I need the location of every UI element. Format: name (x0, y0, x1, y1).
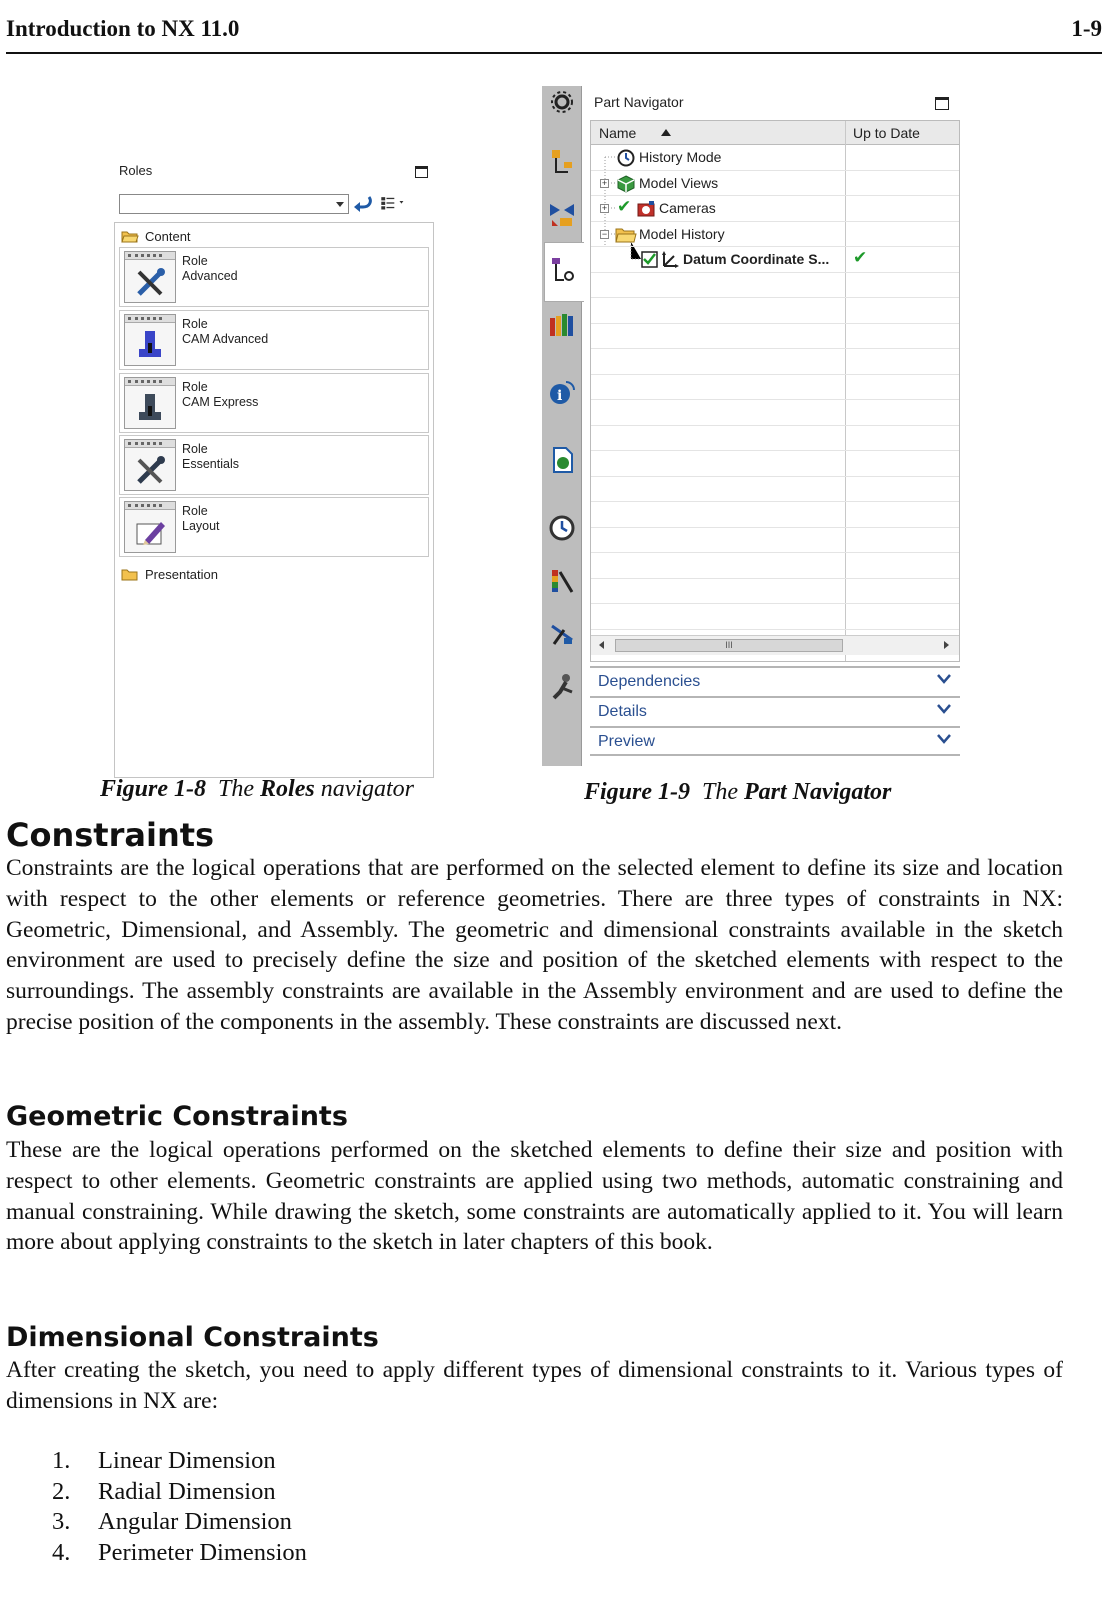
tree-row-label: Datum Coordinate S... (683, 251, 830, 267)
section-preview[interactable] (590, 726, 960, 756)
empty-row (591, 273, 959, 299)
list-number: 1. (52, 1447, 71, 1474)
roles-navigator (114, 158, 436, 778)
chevron-down-icon[interactable] (936, 672, 952, 686)
empty-row (591, 400, 959, 426)
page-header (6, 14, 1102, 54)
manufacturing-wizard-icon[interactable] (548, 620, 576, 648)
tree-row-label: History Mode (639, 149, 722, 165)
tree-row-label: Model History (639, 225, 725, 242)
checkbox-checked-icon[interactable] (641, 251, 658, 268)
maximize-icon[interactable] (415, 166, 428, 178)
machining-icon (135, 392, 167, 424)
empty-row (591, 528, 959, 554)
empty-row (591, 298, 959, 324)
scroll-right-icon[interactable] (944, 641, 949, 649)
list-item (52, 1446, 307, 1477)
list-number: 4. (52, 1538, 71, 1566)
gear-icon[interactable] (548, 88, 576, 116)
role-name: CAM Advanced (182, 332, 269, 346)
section-label: Details (598, 703, 647, 720)
caption-word: The (702, 779, 739, 805)
folder-icon (121, 567, 139, 581)
role-card-layout[interactable] (119, 497, 429, 557)
caption-word: navigator (320, 776, 415, 802)
list-item (52, 1477, 307, 1508)
assembly-navigator-icon[interactable] (548, 148, 576, 176)
dimension-types-list (52, 1446, 307, 1568)
column-header (591, 121, 959, 145)
role-label: Role (182, 442, 208, 456)
figure-1-8-caption (100, 776, 414, 803)
roles-tab-icon[interactable] (548, 672, 576, 700)
role-label: Role (182, 504, 208, 518)
part-navigator-title: Part Navigator (594, 94, 684, 110)
empty-row (591, 477, 959, 503)
presentation-folder-label: Presentation (145, 566, 218, 582)
empty-row (591, 324, 959, 350)
role-card-cam-advanced[interactable] (119, 310, 429, 370)
empty-row (591, 426, 959, 452)
part-navigator-tree (590, 120, 960, 662)
part-navigator-icon[interactable] (548, 256, 576, 284)
caption-emphasis: Roles (260, 776, 315, 802)
list-label: Angular Dimension (98, 1508, 292, 1536)
empty-row (591, 553, 959, 579)
tools-icon (135, 454, 167, 486)
collapse-toggle[interactable]: − (601, 228, 608, 239)
machining-icon (135, 329, 167, 361)
geometric-paragraph: These are the logical operations performed on the sketched elements to define their size and position with respect to other elements. Geometric constraints are applied using two methods, automatic constraining and manual constraining. While drawing the sketch, some constraints are automatically applied to it. You will learn more about applying constraints to the sketch in later chapters of this book. (6, 1137, 1063, 1256)
list-label: Perimeter Dimension (98, 1538, 307, 1566)
part-navigator (542, 86, 962, 766)
roles-title: Roles (119, 163, 153, 178)
horizontal-scrollbar[interactable] (591, 635, 959, 655)
clock-icon (617, 149, 635, 167)
role-card-advanced[interactable] (119, 247, 429, 307)
tree-row-label: Model Views (639, 174, 719, 191)
role-name: Essentials (182, 457, 239, 471)
role-thumbnail (124, 501, 176, 553)
back-arrow-icon[interactable] (350, 192, 376, 214)
content-folder-label: Content (145, 228, 191, 244)
maximize-icon[interactable] (935, 97, 949, 110)
figure-number: Figure 1-9 (584, 779, 691, 805)
empty-row (591, 375, 959, 401)
views-cube-icon (617, 175, 635, 193)
role-name: CAM Express (182, 395, 259, 409)
expand-toggle[interactable]: + (601, 203, 608, 213)
camera-icon (637, 200, 657, 218)
list-view-icon[interactable] (380, 192, 406, 214)
section-heading-geometric: Geometric Constraints (6, 1101, 348, 1132)
role-label: Role (182, 254, 208, 268)
tree-row-label: Cameras (659, 200, 716, 216)
empty-row (591, 579, 959, 605)
figure-1-9-caption (584, 779, 891, 806)
empty-row (591, 604, 959, 630)
presentation-folder[interactable] (121, 565, 218, 583)
tree-row-cameras[interactable] (591, 196, 959, 222)
constraints-paragraph: Constraints are the logical operations that are performed on the selected element to define its size and location with respect to the other elements or reference geometries. There are three types of constraints in NX: Geometric, Dimensional, and Assembly. The geometric and dimensional constraints available in the sketch environment are used to precisely define the size and position of the sketched elements with respect to the surroundings. The assembly constraints are available in the Assembly environment and are used to define the precise position of the components in the assembly. These constraints are discussed next. (6, 855, 1063, 1035)
history-clock-icon[interactable] (548, 514, 576, 542)
process-studio-icon[interactable] (548, 566, 576, 594)
resource-bar (542, 86, 582, 766)
list-number: 2. (52, 1477, 71, 1505)
tree-row-datum-csys[interactable] (591, 247, 959, 273)
tree-row-model-views[interactable] (591, 171, 959, 197)
column-name[interactable]: Name (599, 125, 637, 141)
role-label: Role (182, 380, 208, 394)
roles-dropdown[interactable] (119, 194, 349, 214)
role-name: Layout (182, 519, 220, 533)
section-details[interactable] (590, 696, 960, 726)
role-card-cam-express[interactable] (119, 373, 429, 433)
column-up-to-date[interactable]: Up to Date (853, 125, 920, 141)
empty-row (591, 349, 959, 375)
up-to-date-check-icon: ✔ (853, 248, 868, 267)
running-title: Introduction to NX 11.0 (6, 16, 240, 41)
list-item (52, 1507, 307, 1538)
content-folder[interactable] (121, 227, 191, 245)
role-card-essentials[interactable] (119, 435, 429, 495)
section-heading-dimensional: Dimensional Constraints (6, 1322, 379, 1353)
web-browser-icon[interactable] (548, 446, 576, 474)
role-thumbnail (124, 377, 176, 429)
folder-icon (615, 226, 637, 244)
chevron-down-icon[interactable] (936, 702, 952, 716)
figure-number: Figure 1-8 (100, 776, 207, 802)
list-number: 3. (52, 1508, 71, 1536)
section-label: Preview (598, 733, 655, 750)
section-dependencies[interactable] (590, 666, 960, 696)
list-label: Radial Dimension (98, 1477, 276, 1505)
scrollbar-thumb[interactable]: III (615, 639, 843, 652)
datum-csys-icon (660, 250, 680, 269)
list-label: Linear Dimension (98, 1447, 276, 1474)
role-thumbnail (124, 251, 176, 303)
caption-word: The (218, 776, 255, 802)
chevron-down-icon[interactable] (936, 732, 952, 746)
caption-emphasis: Part Navigator (744, 779, 892, 805)
role-label: Role (182, 317, 208, 331)
section-label: Dependencies (598, 673, 701, 690)
reuse-library-icon[interactable] (548, 310, 576, 338)
list-item (52, 1538, 307, 1569)
role-name: Advanced (182, 269, 238, 283)
empty-row (591, 502, 959, 528)
page-number: 1-9 (1071, 16, 1102, 41)
svg-text:i: i (557, 388, 563, 404)
pencil-icon (135, 516, 167, 548)
checkmark-icon: ✔ (617, 197, 632, 216)
tools-icon (135, 266, 167, 298)
roles-panel (114, 222, 434, 778)
info-icon[interactable] (548, 378, 576, 406)
dimensional-paragraph: After creating the sketch, you need to apply different types of dimensional constraints to it. Various types of dimensions in NX are: (6, 1357, 1063, 1414)
expand-toggle[interactable]: + (601, 177, 608, 188)
empty-row (591, 451, 959, 477)
sort-ascending-icon (661, 129, 671, 136)
role-thumbnail (124, 314, 176, 366)
tree-row-history-mode[interactable] (591, 145, 959, 171)
tree-row-model-history[interactable] (591, 222, 959, 248)
section-heading-constraints: Constraints (6, 816, 215, 854)
constraint-navigator-icon[interactable] (548, 200, 576, 228)
scroll-left-icon[interactable] (599, 641, 604, 649)
folder-icon (121, 229, 139, 243)
role-thumbnail (124, 439, 176, 491)
